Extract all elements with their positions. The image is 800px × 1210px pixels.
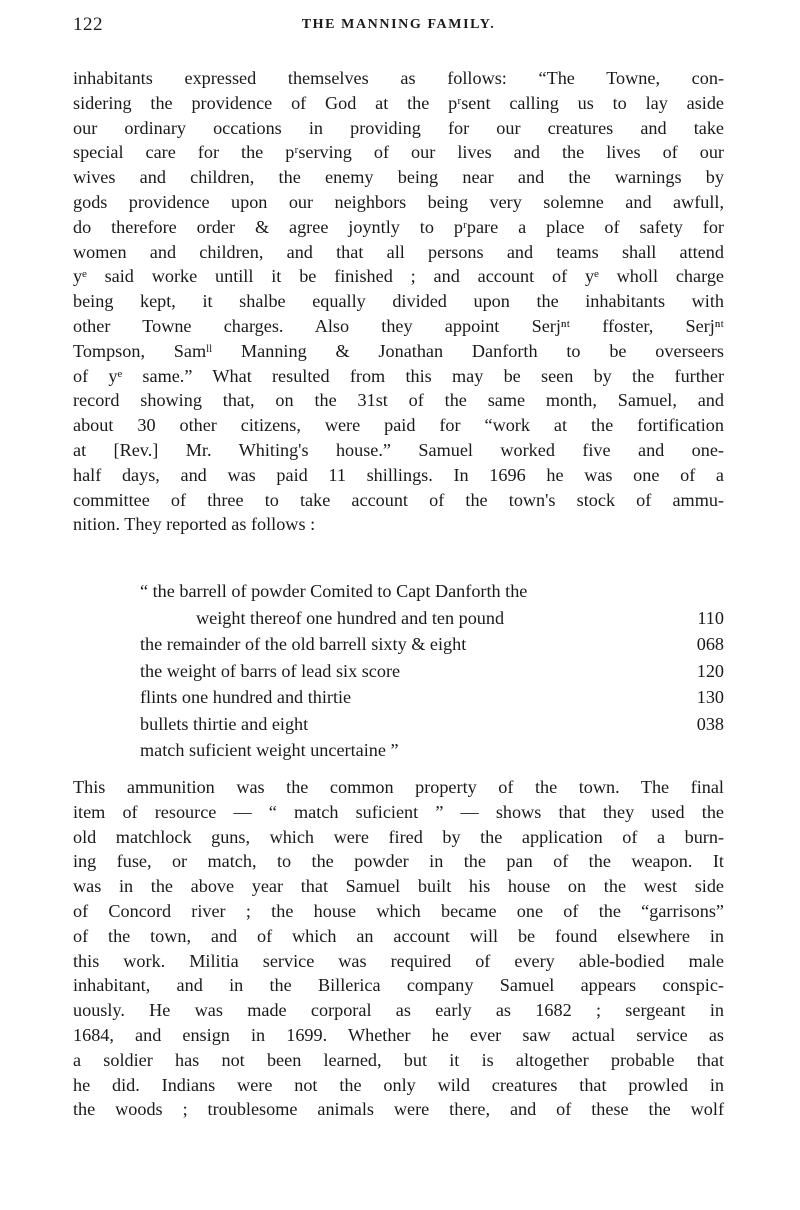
inventory-description: match suficient weight uncertaine ” — [140, 740, 399, 760]
text-line: item of resource — “ match suficient ” — shows that they used the — [73, 801, 724, 822]
text-line: half days, and was paid 11 shillings. In 1696 he was one of a — [73, 464, 724, 485]
inventory-value: 038 — [696, 713, 724, 734]
inventory-row — [140, 684, 724, 711]
inventory-row — [140, 737, 724, 764]
inventory-value: 068 — [696, 634, 724, 654]
inventory-row — [140, 578, 724, 605]
text-line: uously. He was made corporal as early as 1682 ; sergeant in — [73, 1000, 724, 1021]
text-line: committee of three to take account of the town's stock of ammu- — [73, 489, 724, 510]
inventory-description: “ the barrell of powder Comited to Capt Danforth the — [140, 581, 528, 601]
text-line: sidering the providence of God at the pʳsent calling us to lay aside — [73, 92, 724, 113]
inventory-value: 120 — [696, 660, 724, 681]
inventory-description: bullets thirtie and eight — [140, 713, 309, 734]
text-line: inhabitant, and in the Billerica company Samuel appears conspic- — [73, 975, 724, 996]
text-line: 1684, and ensign in 1699. Whether he ever saw actual service as — [73, 1024, 724, 1045]
text-line: of yᵉ same.” What resulted from this may be seen by the further — [73, 365, 724, 386]
inventory-row — [140, 711, 724, 738]
text-line: was in the above year that Samuel built his house on the west side — [73, 876, 724, 897]
text-line: gods providence upon our neighbors being very solemne and awfull, — [73, 191, 724, 212]
page-header — [73, 14, 724, 40]
text-line: a soldier has not been learned, but it is altogether probable that — [73, 1049, 724, 1070]
text-line: he did. Indians were not the only wild creatures that prowled in — [73, 1074, 724, 1095]
text-line: wives and children, the enemy being near and the warnings by — [73, 167, 724, 188]
text-line: our ordinary occations in providing for our creatures and take — [73, 117, 724, 138]
text-line: ing fuse, or match, to the powder in the pan of the weapon. It — [73, 851, 724, 872]
text-line: Tompson, Samˡˡ Manning & Jonathan Danforth to be overseers — [73, 340, 724, 361]
text-line: do therefore order & agree joyntly to pʳpare a place of safety for — [73, 216, 724, 237]
inventory-value: 110 — [697, 607, 724, 628]
text-line: special care for the pʳserving of our lives and the lives of our — [73, 142, 724, 163]
inventory-value: 130 — [696, 687, 724, 707]
text-line: this work. Militia service was required of every able-bodied male — [73, 950, 724, 971]
page-number: 122 — [73, 14, 103, 35]
inventory-description: the weight of barrs of lead six score — [140, 660, 401, 681]
text-line: being kept, it shalbe equally divided upon the inhabitants with — [73, 291, 724, 312]
inventory-row — [140, 631, 724, 658]
paragraph-ammunition-militia — [73, 775, 724, 1122]
text-line: the woods ; troublesome animals were there, and of these the wolf — [73, 1099, 724, 1120]
inventory-row — [140, 605, 724, 632]
inventory-row — [140, 658, 724, 685]
ammunition-inventory — [140, 578, 724, 764]
text-line: old matchlock guns, which were fired by the application of a burn- — [73, 826, 724, 847]
text-line: yᵉ said worke untill it be finished ; and account of yᵉ wholl charge — [73, 266, 724, 287]
text-line: of the town, and of which an account will be found elsewhere in — [73, 925, 724, 946]
running-title: THE MANNING FAMILY. — [301, 17, 496, 32]
paragraph-town-order — [73, 66, 724, 537]
text-line: about 30 other citizens, were paid for “work at the fortification — [73, 415, 724, 436]
text-line: nition. They reported as follows : — [73, 514, 316, 535]
text-line: inhabitants expressed themselves as follows: “The Towne, con- — [73, 68, 724, 88]
inventory-description: the remainder of the old barrell sixty & eight — [140, 634, 467, 654]
text-line: of Concord river ; the house which became one of the “garrisons” — [73, 900, 724, 921]
text-line: women and children, and that all persons and teams shall attend — [73, 241, 724, 262]
text-line: at [Rev.] Mr. Whiting's house.” Samuel worked five and one- — [73, 439, 724, 460]
inventory-description: weight thereof one hundred and ten pound — [196, 607, 505, 628]
text-line: This ammunition was the common property of the town. The final — [73, 777, 724, 797]
text-line: other Towne charges. Also they appoint Serjⁿᵗ ffoster, Serjⁿᵗ — [73, 315, 724, 336]
text-line: record showing that, on the 31st of the same month, Samuel, and — [73, 390, 724, 411]
inventory-description: flints one hundred and thirtie — [140, 687, 352, 707]
